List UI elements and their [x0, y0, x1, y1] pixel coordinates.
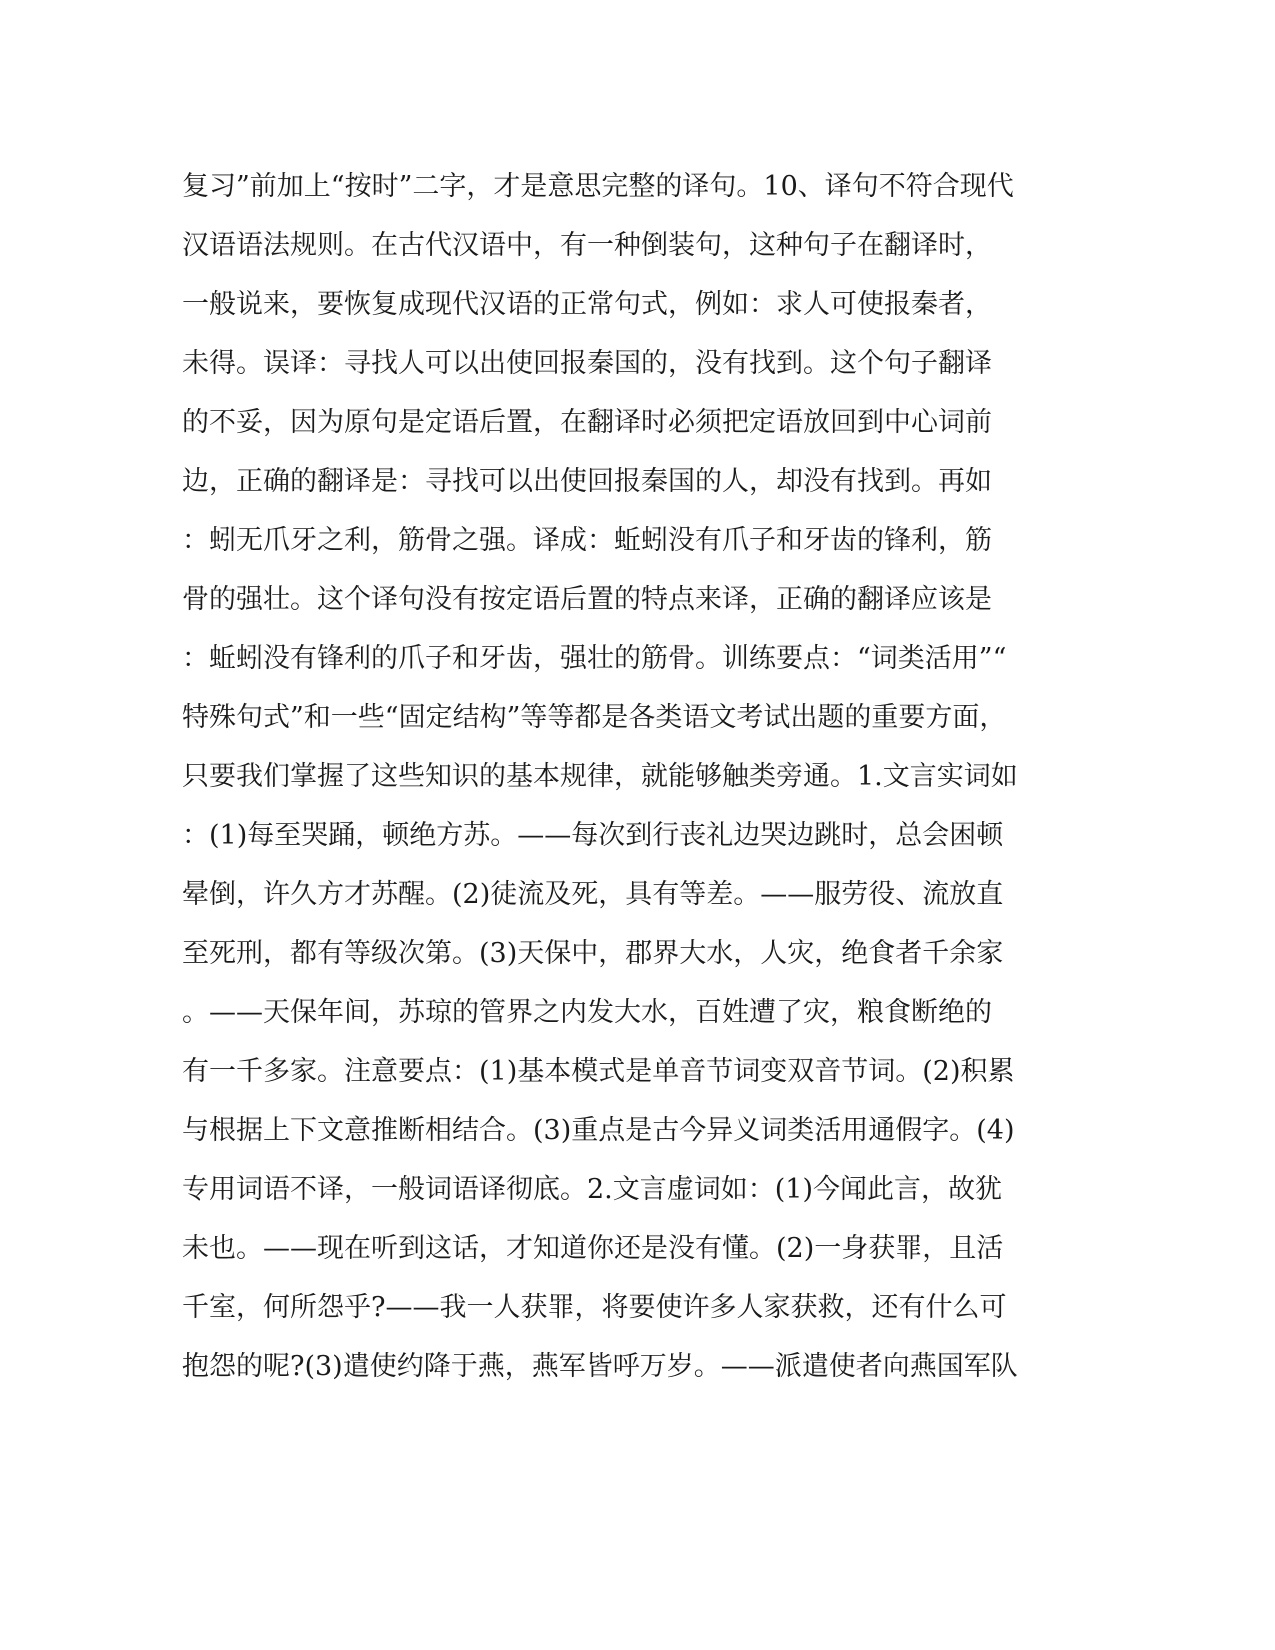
- text-line: 边，正确的翻译是：寻找可以出使回报秦国的人，却没有找到。再如: [182, 466, 992, 497]
- text-line: ：蚯蚓没有锋利的爪子和牙齿，强壮的筋骨。训练要点：“词类活用”“: [182, 643, 1007, 674]
- text-line: ：(1)每至哭踊，顿绝方苏。——每次到行丧礼边哭边跳时，总会困顿: [182, 820, 1004, 851]
- text-line: 与根据上下文意推断相结合。(3)重点是古今异义词类活用通假字。(4): [182, 1115, 1015, 1146]
- text-line: 专用词语不译，一般词语译彻底。2.文言虚词如：(1)今闻此言，故犹: [182, 1174, 1003, 1205]
- text-line: 汉语语法规则。在古代汉语中，有一种倒装句，这种句子在翻译时，: [182, 230, 992, 261]
- text-line: 千室，何所怨乎?——我一人获罪，将要使许多人家获救，还有什么可: [182, 1292, 1007, 1323]
- text-line: ：蚓无爪牙之利，筋骨之强。译成：蚯蚓没有爪子和牙齿的锋利，筋: [182, 525, 992, 556]
- text-line: 复习”前加上“按时”二字，才是意思完整的译句。10、译句不符合现代: [182, 171, 1014, 202]
- text-line: 一般说来，要恢复成现代汉语的正常句式，例如：求人可使报秦者，: [182, 289, 992, 320]
- text-line: 抱怨的呢?(3)遣使约降于燕，燕军皆呼万岁。——派遣使者向燕国军队: [182, 1351, 1018, 1382]
- text-line: 特殊句式”和一些“固定结构”等等都是各类语文考试出题的重要方面，: [182, 702, 1007, 733]
- text-line: 。——天保年间，苏琼的管界之内发大水，百姓遭了灾，粮食断绝的: [182, 997, 992, 1028]
- text-line: 未得。误译：寻找人可以出使回报秦国的，没有找到。这个句子翻译: [182, 348, 992, 379]
- text-line: 未也。——现在听到这话，才知道你还是没有懂。(2)一身获罪，且活: [182, 1233, 1004, 1264]
- text-line: 至死刑，都有等级次第。(3)天保中，郡界大水，人灾，绝食者千余家: [182, 938, 1004, 969]
- text-line: 晕倒，许久方才苏醒。(2)徒流及死，具有等差。——服劳役、流放直: [182, 879, 1004, 910]
- text-line: 有一千多家。注意要点：(1)基本模式是单音节词变双音节词。(2)积累: [182, 1056, 1015, 1087]
- text-line: 的不妥，因为原句是定语后置，在翻译时必须把定语放回到中心词前: [182, 407, 992, 438]
- text-line: 只要我们掌握了这些知识的基本规律，就能够触类旁通。1.文言实词如: [182, 761, 1018, 792]
- text-line: 骨的强壮。这个译句没有按定语后置的特点来译，正确的翻译应该是: [182, 584, 992, 615]
- body-text: [182, 157, 1062, 1396]
